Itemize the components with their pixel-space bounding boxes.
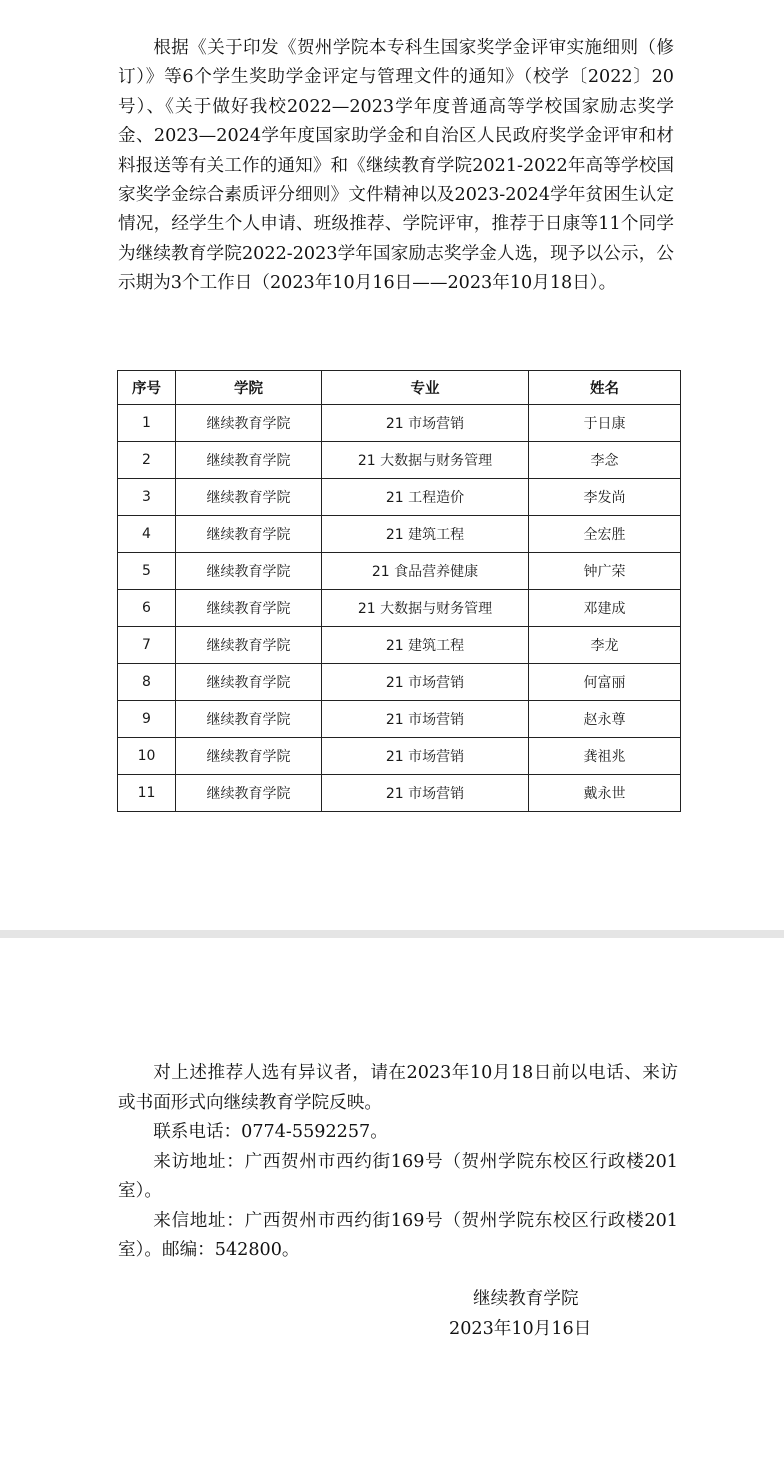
cell-name: 龚祖兆 — [529, 738, 681, 775]
contact-phone: 联系电话：0774-5592257。 — [153, 1122, 388, 1142]
cell-name: 钟广荣 — [529, 553, 681, 590]
cell-name: 李龙 — [529, 627, 681, 664]
signature-org: 继续教育学院 — [473, 1289, 579, 1309]
table-row — [118, 479, 681, 516]
header-college: 学院 — [176, 371, 322, 405]
document-page-2 — [0, 938, 784, 1459]
table-header-row — [118, 371, 681, 405]
table-row — [118, 553, 681, 590]
cell-name: 李发尚 — [529, 479, 681, 516]
cell-name: 李念 — [529, 442, 681, 479]
table-row — [118, 664, 681, 701]
cell-major: 21 市场营销 — [322, 701, 529, 738]
cell-major: 21 建筑工程 — [322, 627, 529, 664]
cell-major: 21 食品营养健康 — [322, 553, 529, 590]
cell-major: 21 大数据与财务管理 — [322, 590, 529, 627]
header-major: 专业 — [322, 371, 529, 405]
cell-major: 21 市场营销 — [322, 664, 529, 701]
cell-index: 8 — [118, 664, 176, 701]
cell-college: 继续教育学院 — [176, 664, 322, 701]
cell-college: 继续教育学院 — [176, 775, 322, 812]
cell-index: 9 — [118, 701, 176, 738]
objection-paragraph: 对上述推荐人选有异议者，请在2023年10月18日前以电话、来访或书面形式向继续教育学院反映。 — [118, 1063, 678, 1113]
cell-name: 全宏胜 — [529, 516, 681, 553]
cell-index: 1 — [118, 405, 176, 442]
intro-paragraph: 根据《关于印发《贺州学院本专科生国家奖学金评审实施细则（修订）》等6个学生奖助学金评定与管理文件的通知》（校学〔2022〕20号）、《关于做好我校2022—2023学年度普通高等学校国家励志奖学金、2023—2024学年度国家助学金和自治区人民政府奖学金评审和材料报送等有关工作的通知》和《继续教育学院2021-2022年高等学校国家奖学金综合素质评分细则》文件精神以及2023-2024学年贫困生认定情况，经学生个人申请、班级推荐、学院评审，推荐于日康等11个同学为继续教育学院2022-2023学年国家励志奖学金人选，现予以公示，公示期为3个工作日（2023年10月16日——2023年10月18日）。 — [118, 38, 674, 294]
cell-name: 赵永尊 — [529, 701, 681, 738]
cell-index: 5 — [118, 553, 176, 590]
cell-name: 何富丽 — [529, 664, 681, 701]
cell-college: 继续教育学院 — [176, 442, 322, 479]
cell-index: 11 — [118, 775, 176, 812]
cell-college: 继续教育学院 — [176, 627, 322, 664]
recommendation-table — [117, 370, 681, 812]
cell-major: 21 市场营销 — [322, 775, 529, 812]
cell-index: 6 — [118, 590, 176, 627]
table-row — [118, 516, 681, 553]
mail-address: 来信地址：广西贺州市西约街169号（贺州学院东校区行政楼201室）。邮编：542800。 — [118, 1210, 678, 1260]
cell-major: 21 市场营销 — [322, 405, 529, 442]
cell-name: 于日康 — [529, 405, 681, 442]
header-index: 序号 — [118, 371, 176, 405]
table-row — [118, 701, 681, 738]
header-name: 姓名 — [529, 371, 681, 405]
cell-college: 继续教育学院 — [176, 590, 322, 627]
cell-college: 继续教育学院 — [176, 516, 322, 553]
cell-index: 3 — [118, 479, 176, 516]
table-body — [118, 405, 681, 812]
cell-index: 4 — [118, 516, 176, 553]
cell-index: 10 — [118, 738, 176, 775]
table-row — [118, 775, 681, 812]
cell-college: 继续教育学院 — [176, 701, 322, 738]
cell-major: 21 工程造价 — [322, 479, 529, 516]
table-row — [118, 627, 681, 664]
cell-major: 21 市场营销 — [322, 738, 529, 775]
cell-name: 邓建成 — [529, 590, 681, 627]
table-row — [118, 405, 681, 442]
cell-college: 继续教育学院 — [176, 738, 322, 775]
cell-major: 21 建筑工程 — [322, 516, 529, 553]
table-row — [118, 738, 681, 775]
visit-address: 来访地址：广西贺州市西约街169号（贺州学院东校区行政楼201室）。 — [118, 1151, 678, 1201]
cell-college: 继续教育学院 — [176, 479, 322, 516]
cell-index: 7 — [118, 627, 176, 664]
table-row — [118, 590, 681, 627]
notice-block — [118, 1059, 678, 1266]
table-row — [118, 442, 681, 479]
cell-college: 继续教育学院 — [176, 553, 322, 590]
cell-name: 戴永世 — [529, 775, 681, 812]
signature-date: 2023年10月16日 — [449, 1319, 592, 1339]
cell-college: 继续教育学院 — [176, 405, 322, 442]
cell-major: 21 大数据与财务管理 — [322, 442, 529, 479]
cell-index: 2 — [118, 442, 176, 479]
page-separator — [0, 930, 784, 938]
